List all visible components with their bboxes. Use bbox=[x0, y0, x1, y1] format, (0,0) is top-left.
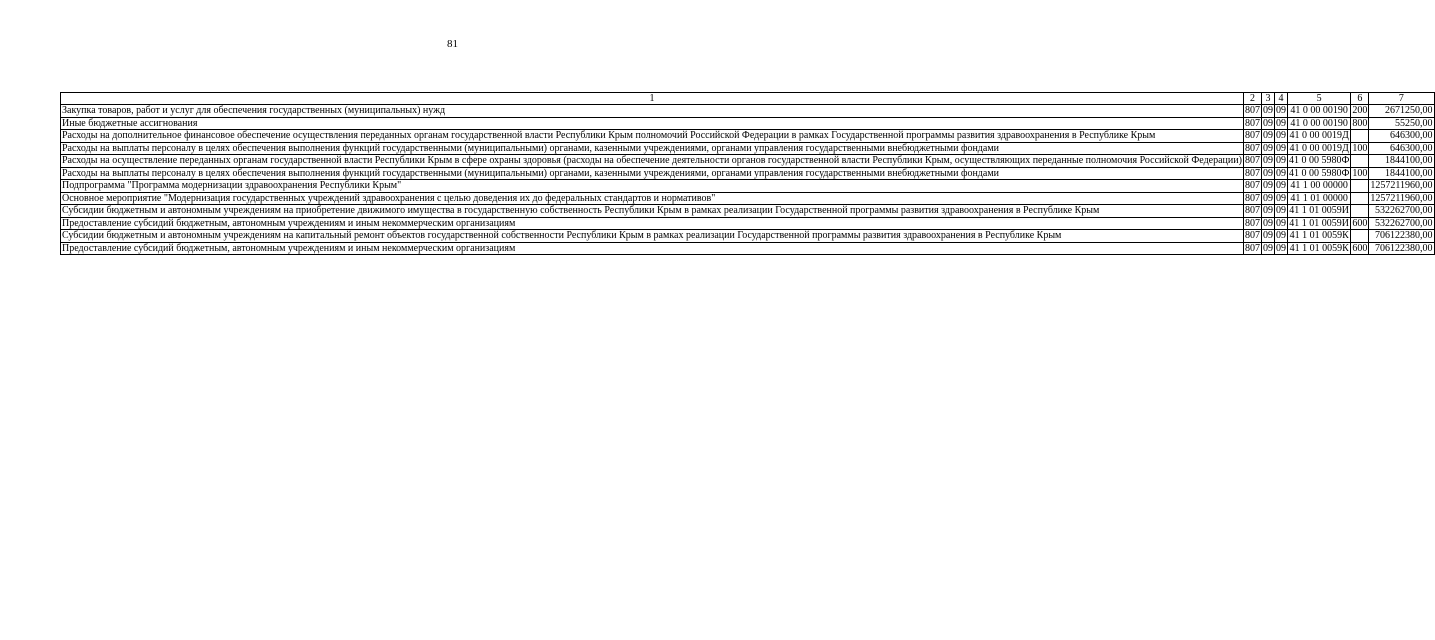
row-name: Субсидии бюджетным и автономным учреждениям на капитальный ремонт объектов государственной собственности Республики Крым в рамках реализации Государственной программы развития здравоохранения в Республике Крым bbox=[61, 230, 1244, 243]
header-cell: 5 bbox=[1287, 93, 1350, 105]
row-col6: 600 bbox=[1352, 242, 1368, 254]
row-col3: 09 bbox=[1262, 105, 1273, 116]
row-amount: 706122380,00 bbox=[1369, 242, 1434, 255]
row-col4: 09 bbox=[1275, 180, 1286, 191]
row-col2: 807 bbox=[1244, 142, 1260, 154]
row-col2: 807 bbox=[1244, 167, 1260, 179]
table-row bbox=[61, 230, 1435, 243]
row-col5: 41 0 00 0019Д bbox=[1287, 142, 1350, 155]
row-col4: 09 bbox=[1275, 230, 1286, 241]
table-row bbox=[61, 192, 1435, 205]
row-col5: 41 1 01 0059К bbox=[1287, 230, 1350, 243]
page-number: 81 bbox=[447, 38, 458, 50]
row-col3: 09 bbox=[1262, 167, 1273, 179]
row-col5: 41 0 00 0019Д bbox=[1287, 130, 1350, 143]
row-col6: 100 bbox=[1352, 142, 1368, 154]
row-col2: 807 bbox=[1244, 180, 1260, 191]
row-col6: 600 bbox=[1352, 217, 1368, 229]
row-col4: 09 bbox=[1275, 155, 1286, 166]
row-col3: 09 bbox=[1262, 117, 1273, 129]
row-amount: 1257211960,00 bbox=[1370, 180, 1433, 191]
row-amount: 1844100,00 bbox=[1369, 155, 1434, 168]
table-row bbox=[61, 180, 1435, 193]
row-col4: 09 bbox=[1275, 130, 1286, 141]
row-col5: 41 0 00 5980Ф bbox=[1288, 155, 1350, 166]
row-col6 bbox=[1351, 130, 1369, 143]
row-col2: 807 bbox=[1244, 105, 1260, 116]
row-col5: 41 1 00 00000 bbox=[1287, 180, 1350, 193]
row-col6 bbox=[1351, 205, 1369, 218]
row-name: Подпрограмма "Программа модернизации здравоохранения Республики Крым" bbox=[61, 180, 1244, 193]
row-amount: 1257211960,00 bbox=[1370, 192, 1433, 204]
header-cell: 7 bbox=[1369, 93, 1434, 105]
row-amount: 1844100,00 bbox=[1369, 167, 1434, 180]
row-name: Предоставление субсидий бюджетным, автономным учреждениям и иным некоммерческим организациям bbox=[61, 242, 1244, 255]
table-row bbox=[61, 105, 1435, 118]
table-row bbox=[61, 167, 1435, 180]
row-col2: 807 bbox=[1244, 117, 1260, 129]
row-col4: 09 bbox=[1275, 205, 1286, 216]
row-col6 bbox=[1351, 155, 1369, 168]
row-col3: 09 bbox=[1262, 205, 1273, 216]
row-col4: 09 bbox=[1275, 105, 1286, 116]
header-cell: 4 bbox=[1274, 93, 1287, 105]
row-name: Субсидии бюджетным и автономным учреждениям на приобретение движимого имущества в государственную собственность Республики Крым в рамках реализации Государственной программы развития здравоохранения в Республике Крым bbox=[61, 205, 1244, 218]
row-col2: 807 bbox=[1244, 130, 1260, 141]
row-name: Расходы на осуществление переданных органам государственной власти Республики Крым в сфере охраны здоровья (расходы на обеспечение деятельности органов государственной власти Республики Крым, осуществляющих переданные полномочия Российской Федерации) bbox=[62, 155, 1242, 166]
row-col4: 09 bbox=[1275, 167, 1286, 179]
budget-table bbox=[60, 92, 1435, 255]
row-col3: 09 bbox=[1262, 180, 1273, 191]
row-col4: 09 bbox=[1275, 142, 1286, 154]
row-col3: 09 bbox=[1262, 130, 1273, 141]
row-col5: 41 0 00 00190 bbox=[1287, 117, 1350, 130]
header-cell: 2 bbox=[1243, 93, 1261, 105]
row-col3: 09 bbox=[1262, 192, 1273, 204]
row-col5: 41 0 00 5980Ф bbox=[1288, 167, 1350, 179]
row-name: Расходы на выплаты персоналу в целях обеспечения выполнения функций государственными (муниципальными) органами, казенными учреждениями, органами управления государственными внебюджетными фондами bbox=[61, 167, 1244, 180]
row-amount: 646300,00 bbox=[1369, 130, 1434, 143]
row-col6: 800 bbox=[1352, 117, 1368, 129]
row-col2: 807 bbox=[1244, 230, 1260, 241]
row-col4: 09 bbox=[1275, 117, 1286, 129]
row-col5: 41 0 00 00190 bbox=[1287, 105, 1350, 118]
row-col3: 09 bbox=[1262, 242, 1273, 254]
header-cell: 1 bbox=[61, 93, 1244, 105]
table-row bbox=[61, 130, 1435, 143]
table-row bbox=[61, 142, 1435, 155]
row-col3: 09 bbox=[1262, 217, 1273, 229]
row-name: Основное мероприятие "Модернизация государственных учреждений здравоохранения с целью доведения их до федеральных стандартов и нормативов" bbox=[61, 192, 1244, 205]
table-row bbox=[61, 155, 1435, 168]
header-cell: 3 bbox=[1261, 93, 1274, 105]
row-amount: 646300,00 bbox=[1369, 142, 1434, 155]
row-amount: 2671250,00 bbox=[1369, 105, 1434, 118]
row-col3: 09 bbox=[1262, 155, 1273, 166]
row-col2: 807 bbox=[1244, 155, 1260, 166]
row-col6: 100 bbox=[1352, 167, 1368, 179]
row-col6 bbox=[1351, 230, 1369, 243]
row-col5: 41 1 01 0059К bbox=[1287, 242, 1350, 255]
header-cell: 6 bbox=[1351, 93, 1369, 105]
row-amount: 532262700,00 bbox=[1369, 217, 1434, 230]
header-row bbox=[61, 93, 1435, 105]
table-row bbox=[61, 217, 1435, 230]
row-col6 bbox=[1351, 180, 1369, 193]
row-col2: 807 bbox=[1244, 217, 1260, 229]
row-amount: 532262700,00 bbox=[1369, 205, 1434, 218]
row-col5: 41 1 01 00000 bbox=[1287, 192, 1350, 205]
row-col2: 807 bbox=[1244, 205, 1260, 216]
table-row bbox=[61, 117, 1435, 130]
row-col2: 807 bbox=[1244, 242, 1260, 254]
row-col3: 09 bbox=[1262, 230, 1273, 241]
row-col5: 41 1 01 0059И bbox=[1289, 217, 1350, 229]
row-col4: 09 bbox=[1275, 192, 1286, 204]
row-col4: 09 bbox=[1275, 217, 1286, 229]
row-name: Расходы на дополнительное финансовое обеспечение осуществления переданных органам государственной власти Республики Крым полномочий Российской Федерации в рамках Государственной программы развития здравоохранения в Республике Крым bbox=[61, 130, 1244, 143]
row-name: Предоставление субсидий бюджетным, автономным учреждениям и иным некоммерческим организациям bbox=[61, 217, 1244, 230]
row-col3: 09 bbox=[1262, 142, 1273, 154]
row-col6: 200 bbox=[1352, 105, 1368, 116]
row-amount: 55250,00 bbox=[1369, 117, 1434, 130]
row-col2: 807 bbox=[1244, 192, 1260, 204]
row-col6 bbox=[1351, 192, 1369, 205]
row-name: Закупка товаров, работ и услуг для обеспечения государственных (муниципальных) нужд bbox=[61, 105, 1244, 118]
row-name: Расходы на выплаты персоналу в целях обеспечения выполнения функций государственными (муниципальными) органами, казенными учреждениями, органами управления государственными внебюджетными фондами bbox=[61, 142, 1244, 155]
table-row bbox=[61, 205, 1435, 218]
table-row bbox=[61, 242, 1435, 255]
row-name: Иные бюджетные ассигнования bbox=[61, 117, 1244, 130]
row-col5: 41 1 01 0059И bbox=[1289, 205, 1350, 216]
row-amount: 706122380,00 bbox=[1369, 230, 1434, 243]
row-col4: 09 bbox=[1275, 242, 1286, 254]
